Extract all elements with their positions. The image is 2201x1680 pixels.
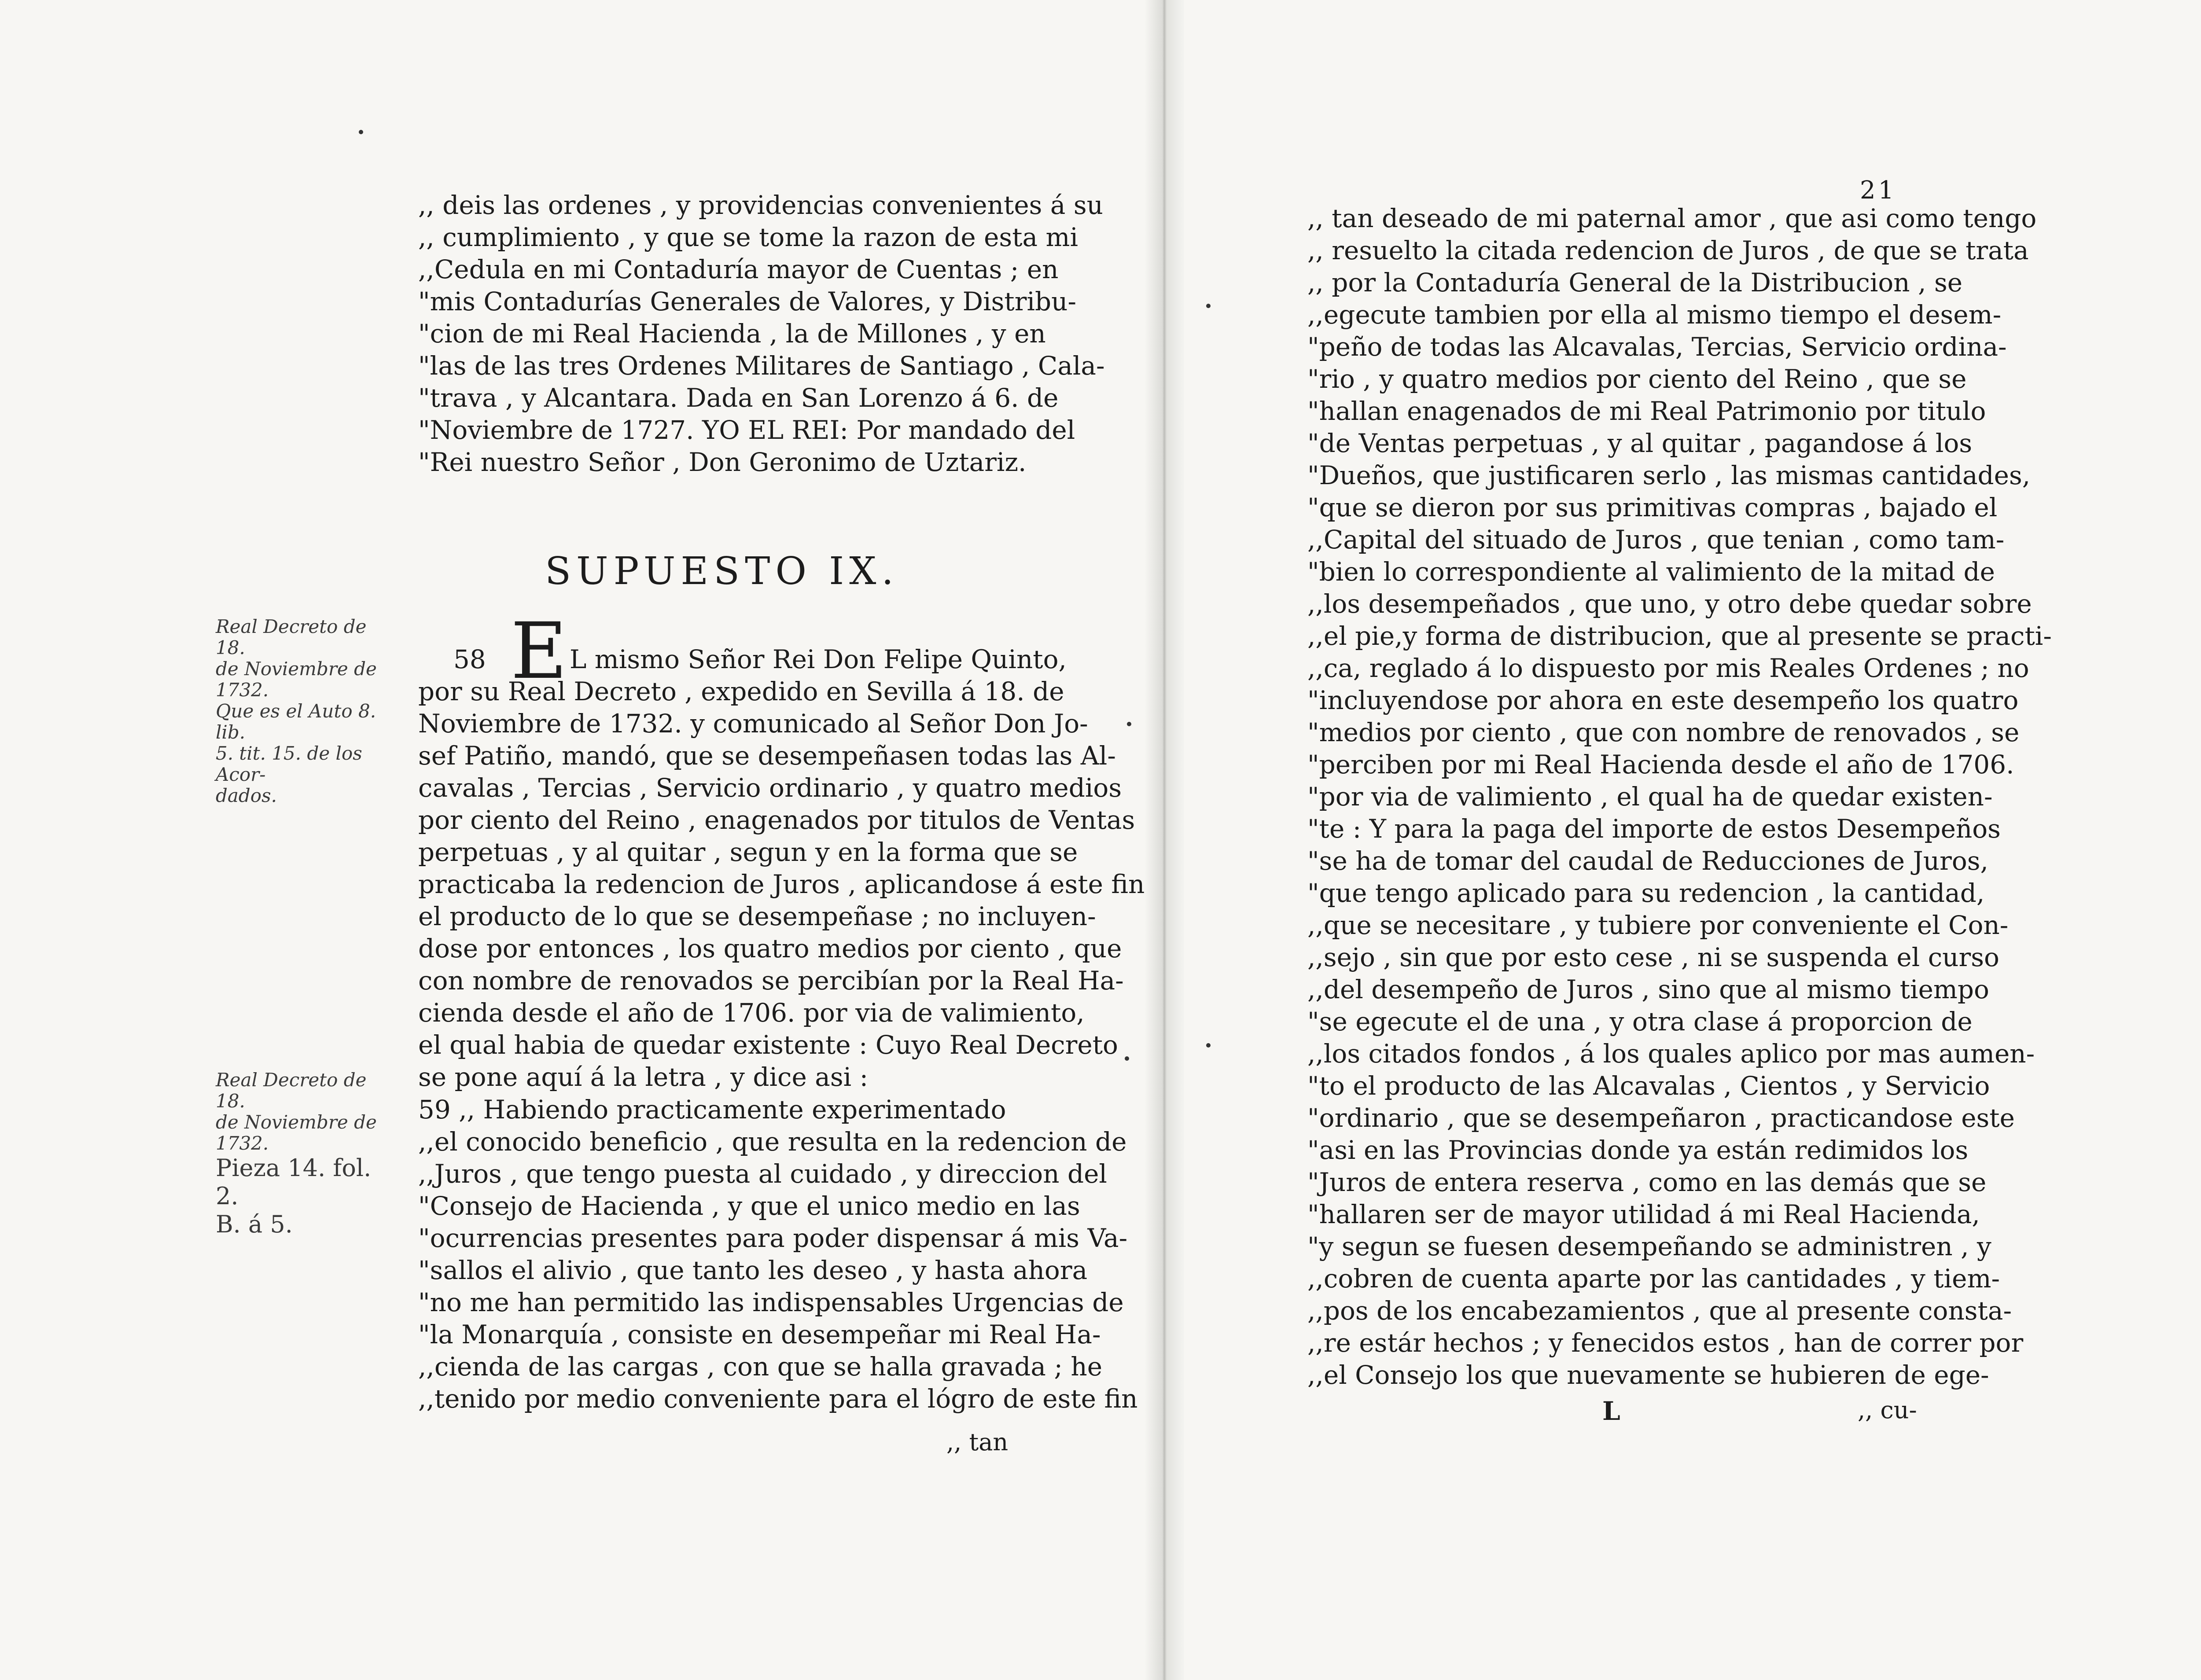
text-line: "no me han permitido las indispensables Urgencias de (418, 1287, 1124, 1317)
ink-speck (1125, 1056, 1129, 1061)
text-line: ,,ca, reglado á lo dispuesto por mis Reales Ordenes ; no (1307, 653, 2029, 683)
marginal-line: 5. tit. 15. de los Acor- (216, 743, 362, 785)
text-line: "hallan enagenados de mi Real Patrimonio por titulo (1307, 396, 1986, 426)
marginal-line: 1732. (216, 1132, 269, 1154)
text-line: cavalas , Tercias , Servicio ordinario , y quatro medios (418, 773, 1122, 803)
paragraph-59 (418, 1094, 1138, 1415)
text-line: ,, cumplimiento , y que se tome la razon de esta mi (418, 222, 1078, 252)
paragraph-first-line (418, 643, 1067, 676)
text-line: "que se dieron por sus primitivas compras , bajado el (1307, 493, 1998, 522)
text-line: "las de las tres Ordenes Militares de Santiago , Cala- (418, 351, 1105, 381)
marginal-line: dados. (216, 785, 277, 806)
ink-speck (1127, 722, 1131, 726)
text-line: "asi en las Provincias donde ya están redimidos los (1307, 1135, 1969, 1165)
right-body (1307, 202, 2052, 1391)
text-line: ,,el Consejo los que nuevamente se hubieren de ege- (1307, 1360, 1989, 1390)
text-line: "ocurrencias presentes para poder dispensar á mis Va- (418, 1223, 1128, 1253)
marginal-line: de Noviembre de (216, 1111, 377, 1133)
text-line: ,,del desempeño de Juros , sino que al mismo tiempo (1307, 974, 1989, 1004)
text-line: "Consejo de Hacienda , y que el unico medio en las (418, 1191, 1080, 1221)
ink-speck (1206, 1043, 1211, 1048)
book-gutter (1145, 0, 1184, 1680)
text-line: dose por entonces , los quatro medios por ciento , que (418, 934, 1122, 963)
marginal-line: Real Decreto de 18. (216, 616, 367, 658)
text-line: ,,los desempeñados , que uno, y otro debe quedar sobre (1307, 589, 2032, 619)
marginal-line: de Noviembre de (216, 658, 377, 680)
text-line: "se egecute el de una , y otra clase á proporcion de (1307, 1007, 1973, 1037)
text-line: ,,pos de los encabezamientos , que al presente consta- (1307, 1296, 2012, 1326)
text-line: "te : Y para la paga del importe de estos Desempeños (1307, 814, 2001, 844)
text-line: ,,Capital del situado de Juros , que tenian , como tam- (1307, 525, 2005, 555)
text-line: "medios por ciento , que con nombre de renovados , se (1307, 717, 2020, 747)
text-line: "Juros de entera reserva , como en las demás que se (1307, 1167, 1987, 1197)
text-line: "ordinario , que se desempeñaron , practicandose este (1307, 1103, 2015, 1133)
text-line: "bien lo correspondiente al valimiento de la mitad de (1307, 557, 1995, 587)
text-line: ,,Cedula en mi Contaduría mayor de Cuentas ; en (418, 254, 1059, 284)
text-line: perpetuas , y al quitar , segun y en la forma que se (418, 837, 1078, 867)
text-line: "to el producto de las Alcavalas , Cientos , y Servicio (1307, 1071, 1990, 1101)
text-line: ,,tenido por medio conveniente para el lógro de este fin (418, 1384, 1138, 1414)
text-line: "la Monarquía , consiste en desempeñar mi Real Ha- (418, 1320, 1101, 1349)
marginal-line: Real Decreto de 18. (216, 1069, 367, 1112)
text-line: ,, por la Contaduría General de la Distribucion , se (1307, 268, 1963, 298)
text-line: por ciento del Reino , enagenados por titulos de Ventas (418, 805, 1135, 835)
text-line: "se ha de tomar del caudal de Reducciones de Juros, (1307, 846, 1988, 876)
marginal-reference: B. á 5. (216, 1210, 293, 1238)
marginal-line: 1732. (216, 679, 269, 701)
text-line: ,, tan deseado de mi paternal amor , que asi como tengo (1307, 203, 2037, 233)
catchword: ,, cu- (1858, 1396, 1917, 1424)
text-line: ,,re estár hechos ; y fenecidos estos , han de correr por (1307, 1328, 2024, 1358)
text-line: ,, deis las ordenes , y providencias convenientes á su (418, 190, 1104, 220)
text-line: por su Real Decreto , expedido en Sevilla á 18. de (418, 676, 1064, 706)
text-line: ,,el pie,y forma de distribucion, que al presente se practi- (1307, 621, 2052, 651)
text-line: ,, resuelto la citada redencion de Juros , de que se trata (1307, 235, 2029, 265)
text-line: "que tengo aplicado para su redencion , la cantidad, (1307, 878, 1985, 908)
drop-cap: E (511, 606, 567, 696)
text-line: "sallos el alivio , que tanto les deseo , y hasta ahora (418, 1255, 1088, 1285)
text-line: "trava , y Alcantara. Dada en San Lorenzo á 6. de (418, 383, 1059, 413)
paragraph-number: 58 (453, 644, 486, 674)
text-line: "Dueños, que justificaren serlo , las mismas cantidades, (1307, 460, 2031, 490)
text-line: ,,que se necesitare , y tubiere por conveniente el Con- (1307, 910, 2009, 940)
text-line: "por via de valimiento , el qual ha de quedar existen- (1307, 782, 1993, 812)
catchword: ,, tan (946, 1428, 1008, 1456)
text-line: "Noviembre de 1727. YO EL REI: Por mandado del (418, 415, 1075, 445)
text-line: "rio , y quatro medios por ciento del Reino , que se (1307, 364, 1967, 394)
text-line: "peño de todas las Alcavalas, Tercias, Servicio ordina- (1307, 332, 2007, 362)
text-line: con nombre de renovados se percibían por la Real Ha- (418, 966, 1124, 996)
marginal-note (216, 1070, 392, 1239)
text-line: Noviembre de 1732. y comunicado al Señor Don Jo- (418, 709, 1088, 739)
text-line: ,,egecute tambien por ella al mismo tiempo el desem- (1307, 300, 2002, 330)
section-heading: SUPUESTO IX. (545, 549, 899, 593)
text-line: ,,cobren de cuenta aparte por las cantidades , y tiem- (1307, 1264, 2000, 1294)
text-line: "Rei nuestro Señor , Don Geronimo de Uztariz. (418, 447, 1027, 477)
text-line: ,,el conocido beneficio , que resulta en la redencion de (418, 1127, 1127, 1157)
ink-speck (359, 130, 363, 134)
page-number: 21 (1860, 176, 1897, 205)
text-line: se pone aquí á la letra , y dice asi : (418, 1062, 869, 1092)
text-line: el producto de lo que se desempeñase ; no incluyen- (418, 901, 1096, 931)
text-line: "mis Contadurías Generales de Valores, y Distribu- (418, 287, 1077, 316)
text-line: sef Patiño, mandó, que se desempeñasen todas las Al- (418, 741, 1116, 771)
text-line: cienda desde el año de 1706. por via de valimiento, (418, 998, 1085, 1028)
text-line: "hallaren ser de mayor utilidad á mi Real Hacienda, (1307, 1199, 1980, 1229)
marginal-line: Que es el Auto 8. lib. (216, 700, 376, 743)
marginal-note (216, 616, 392, 806)
text-line: ,,los citados fondos , á los quales aplico por mas aumen- (1307, 1039, 2035, 1069)
signature-mark: L (1602, 1396, 1620, 1426)
text-line: L mismo Señor Rei Don Felipe Quinto, (569, 644, 1067, 674)
marginal-reference: Pieza 14. fol. 2. (216, 1154, 372, 1210)
text-line: el qual habia de quedar existente : Cuyo Real Decreto (418, 1030, 1118, 1060)
ink-speck (1206, 304, 1211, 308)
text-line: ,,sejo , sin que por esto cese , ni se suspenda el curso (1307, 942, 1999, 972)
text-line: "perciben por mi Real Hacienda desde el año de 1706. (1307, 750, 2014, 779)
text-line: "y segun se fuesen desempeñando se administren , y (1307, 1232, 1991, 1261)
text-line: 59 ,, Habiendo practicamente experimentado (418, 1095, 1006, 1125)
text-line: practicaba la redencion de Juros , aplicandose á este fin (418, 869, 1145, 899)
text-line: ,,cienda de las cargas , con que se halla gravada ; he (418, 1352, 1103, 1382)
text-line: "de Ventas perpetuas , y al quitar , pagandose á los (1307, 428, 1973, 458)
paragraph-58 (418, 643, 1145, 1093)
text-line: ,,Juros , que tengo puesta al cuidado , y direccion del (418, 1159, 1107, 1189)
text-line: "cion de mi Real Hacienda , la de Millones , y en (418, 319, 1046, 349)
text-line: "incluyendose por ahora en este desempeño los quatro (1307, 685, 2019, 715)
left-body-top (418, 189, 1105, 478)
